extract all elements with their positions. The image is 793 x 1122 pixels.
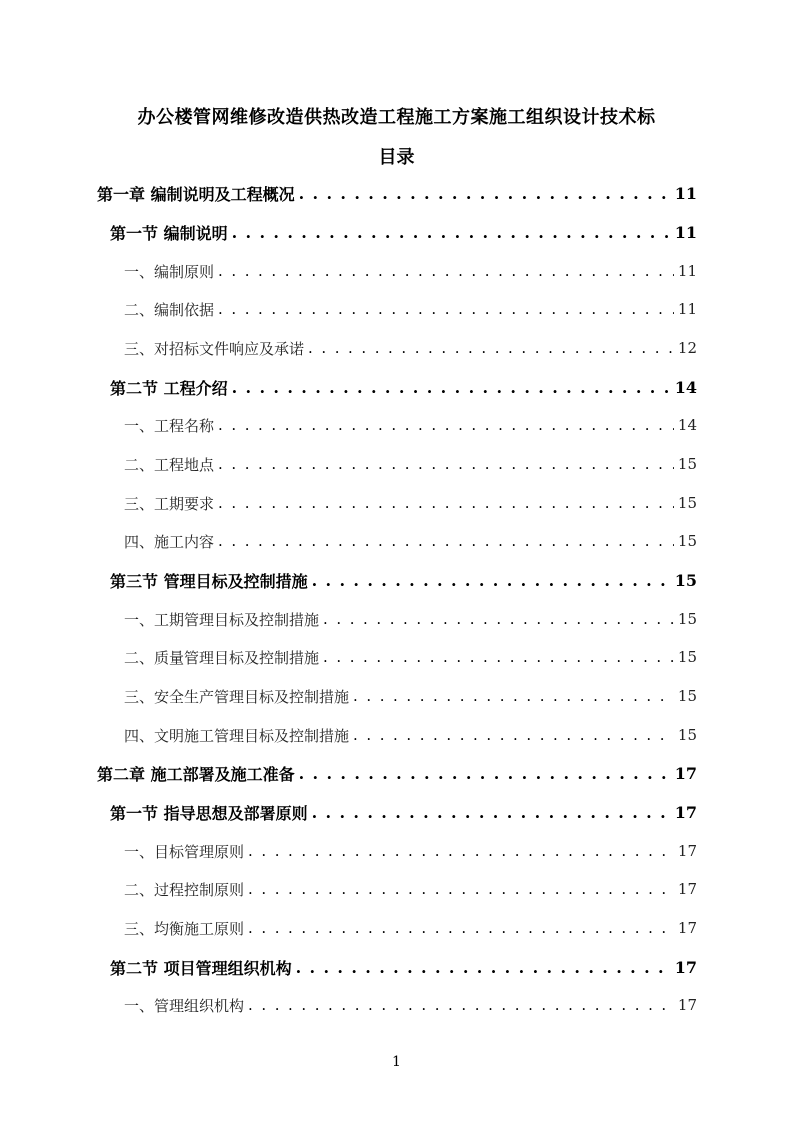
toc-entry-label: 三、工期要求 xyxy=(124,494,215,513)
toc-entry-label: 三、安全生产管理目标及控制措施 xyxy=(124,687,350,706)
toc-entry-item[interactable] xyxy=(124,720,697,750)
toc-dot-leader xyxy=(296,958,671,977)
toc-entry-chapter[interactable] xyxy=(97,178,697,208)
page-number: 1 xyxy=(392,1054,401,1070)
toc-dot-leader xyxy=(248,996,674,1014)
toc-dot-leader xyxy=(218,494,674,512)
toc-dot-leader xyxy=(312,571,671,590)
toc-entry-item[interactable] xyxy=(124,681,697,711)
toc-entry-item[interactable] xyxy=(124,294,697,324)
toc-page-number: 15 xyxy=(677,687,697,705)
toc-entry-label: 第二章 施工部署及施工准备 xyxy=(97,764,295,784)
toc-page-number: 15 xyxy=(677,648,697,666)
toc-entry-label: 四、文明施工管理目标及控制措施 xyxy=(124,726,350,745)
toc-entry-item[interactable] xyxy=(124,526,697,556)
toc-entry-label: 第二节 项目管理组织机构 xyxy=(110,958,292,978)
toc-dot-leader xyxy=(218,300,674,318)
toc-page-number: 17 xyxy=(674,802,697,822)
toc-page-number: 15 xyxy=(674,570,697,590)
toc-entry-item[interactable] xyxy=(124,990,697,1020)
toc-entry-chapter[interactable] xyxy=(97,758,697,788)
toc-entry-item[interactable] xyxy=(124,874,697,904)
toc-page-number: 14 xyxy=(674,377,697,397)
toc-entry-item[interactable] xyxy=(124,642,697,672)
toc-page-number: 14 xyxy=(677,416,697,434)
toc-entry-item[interactable] xyxy=(124,913,697,943)
toc-page-number: 17 xyxy=(677,880,697,898)
toc-dot-leader xyxy=(299,184,671,203)
toc-entry-section[interactable] xyxy=(110,217,697,247)
toc-dot-leader xyxy=(232,223,671,242)
toc-dot-leader xyxy=(218,455,674,473)
toc-dot-leader xyxy=(248,919,674,937)
toc-entry-item[interactable] xyxy=(124,488,697,518)
toc-entry-label: 一、编制原则 xyxy=(124,262,215,281)
toc-page-number: 11 xyxy=(677,262,697,280)
toc-heading: 目录 xyxy=(378,147,415,168)
toc-entry-label: 一、工程名称 xyxy=(124,416,215,435)
toc-page-number: 17 xyxy=(674,957,697,977)
toc-entry-label: 一、工期管理目标及控制措施 xyxy=(124,610,320,629)
toc-entry-section[interactable] xyxy=(110,797,697,827)
toc-dot-leader xyxy=(312,803,671,822)
toc-page-number: 15 xyxy=(677,455,697,473)
toc-dot-leader xyxy=(248,880,674,898)
toc-dot-leader xyxy=(323,648,674,666)
toc-entry-label: 第三节 管理目标及控制措施 xyxy=(110,571,308,591)
toc-entry-label: 第二节 工程介绍 xyxy=(110,378,228,398)
toc-entry-section[interactable] xyxy=(110,372,697,402)
toc-entry-section[interactable] xyxy=(110,565,697,595)
toc-page-number: 12 xyxy=(677,339,697,357)
toc-dot-leader xyxy=(218,416,674,434)
toc-entry-label: 第一章 编制说明及工程概况 xyxy=(97,184,295,204)
toc-page-number: 15 xyxy=(677,610,697,628)
toc-entry-label: 第一节 指导思想及部署原则 xyxy=(110,803,308,823)
toc-page-number: 15 xyxy=(677,494,697,512)
toc-dot-leader xyxy=(353,687,674,705)
toc-entry-section[interactable] xyxy=(110,952,697,982)
toc-dot-leader xyxy=(323,610,674,628)
toc-entry-label: 二、工程地点 xyxy=(124,455,215,474)
toc-entry-label: 二、编制依据 xyxy=(124,300,215,319)
toc-entry-label: 四、施工内容 xyxy=(124,532,215,551)
toc-dot-leader xyxy=(353,726,674,744)
toc-dot-leader xyxy=(232,378,671,397)
toc-entry-item[interactable] xyxy=(124,256,697,286)
toc-dot-leader xyxy=(218,262,674,280)
toc-page-number: 17 xyxy=(674,763,697,783)
toc-dot-leader xyxy=(248,842,674,860)
toc-page-number: 11 xyxy=(674,183,697,203)
toc-entry-label: 一、管理组织机构 xyxy=(124,996,245,1015)
toc-entry-item[interactable] xyxy=(124,836,697,866)
toc-entry-item[interactable] xyxy=(124,410,697,440)
toc-page-number: 17 xyxy=(677,996,697,1014)
toc-entry-label: 二、过程控制原则 xyxy=(124,880,245,899)
toc-dot-leader xyxy=(218,532,674,550)
toc-entry-label: 一、目标管理原则 xyxy=(124,842,245,861)
toc-dot-leader xyxy=(308,339,674,357)
toc-entry-label: 三、均衡施工原则 xyxy=(124,919,245,938)
toc-entry-label: 二、质量管理目标及控制措施 xyxy=(124,648,320,667)
toc-page-number: 11 xyxy=(674,222,697,242)
toc-entry-item[interactable] xyxy=(124,333,697,363)
toc-entry-label: 第一节 编制说明 xyxy=(110,223,228,243)
toc-page-number: 11 xyxy=(677,300,697,318)
toc-page-number: 17 xyxy=(677,842,697,860)
toc-page-number: 15 xyxy=(677,532,697,550)
document-title: 办公楼管网维修改造供热改造工程施工方案施工组织设计技术标 xyxy=(137,107,656,128)
toc-dot-leader xyxy=(299,764,671,783)
toc-page-number: 15 xyxy=(677,726,697,744)
toc-entry-label: 三、对招标文件响应及承诺 xyxy=(124,339,305,358)
toc-entry-item[interactable] xyxy=(124,604,697,634)
toc-page-number: 17 xyxy=(677,919,697,937)
toc-entry-item[interactable] xyxy=(124,449,697,479)
